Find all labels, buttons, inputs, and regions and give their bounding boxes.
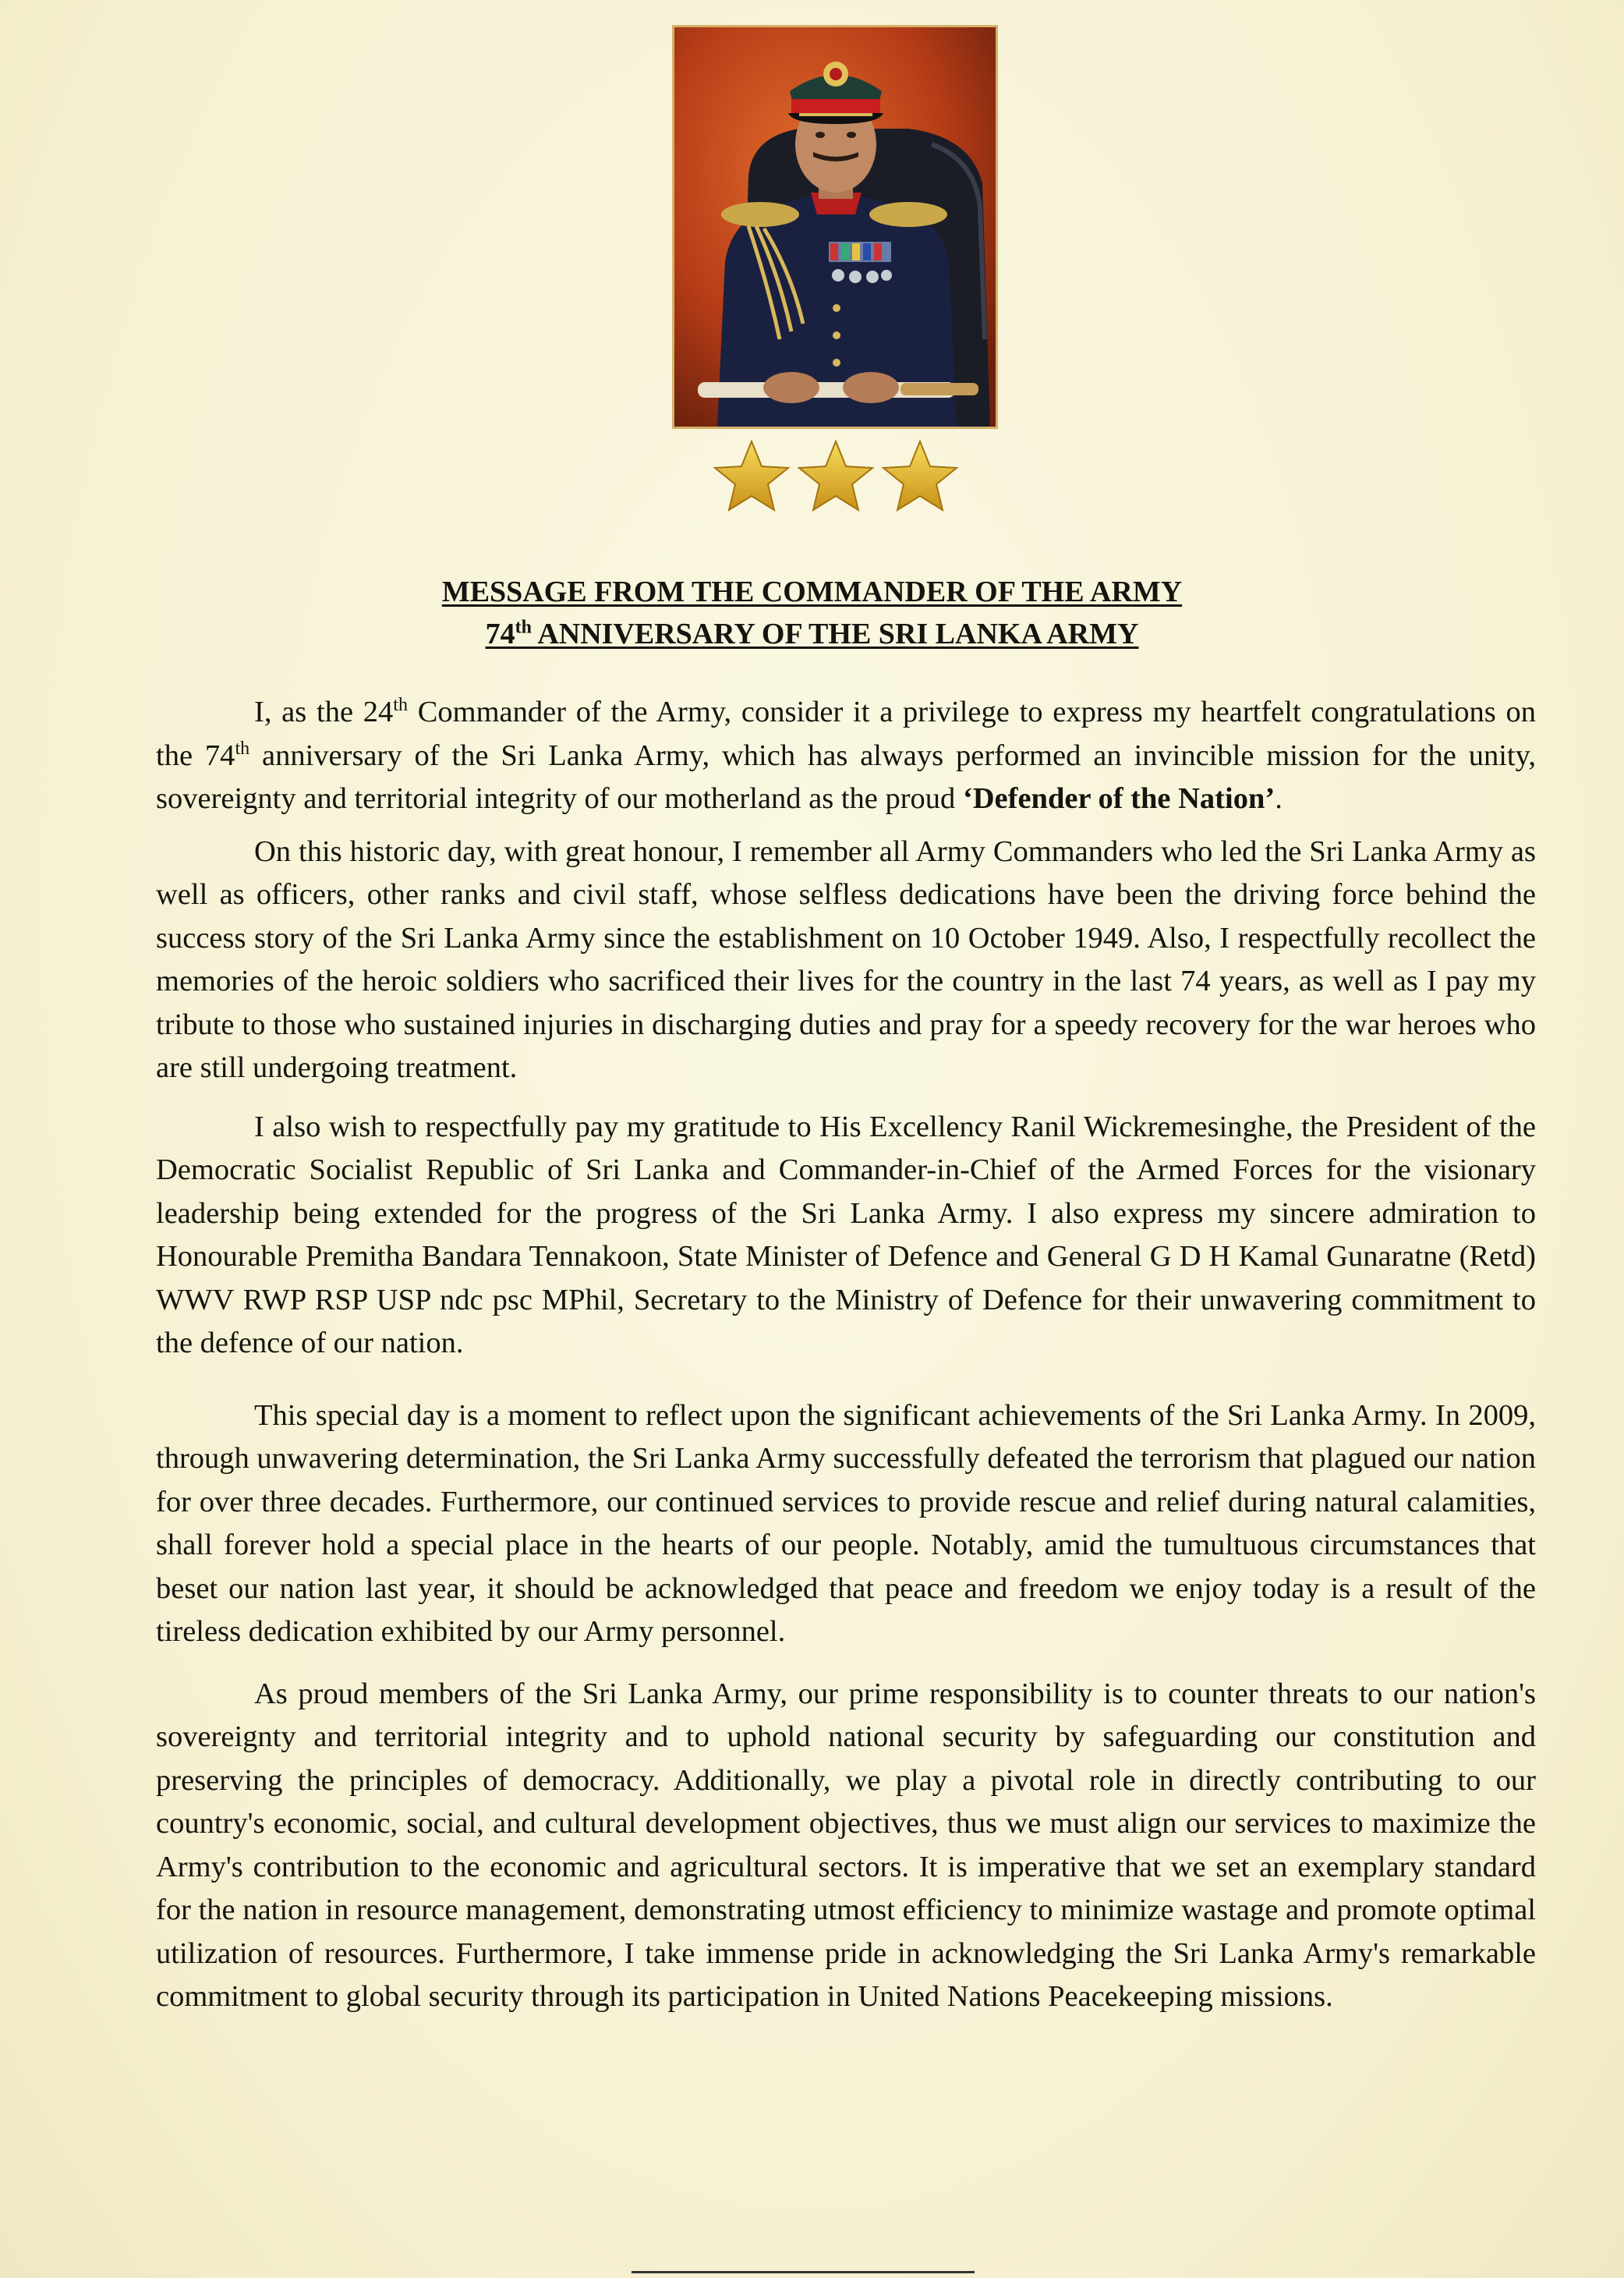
subtitle-text: ANNIVERSARY OF THE SRI LANKA ARMY — [531, 618, 1139, 650]
paragraph-1-sup-b: th — [235, 738, 250, 759]
commander-portrait — [672, 25, 998, 429]
paragraph-1 — [156, 691, 1536, 821]
paragraph-1-end: . — [1275, 782, 1283, 815]
page-bottom-rule — [632, 2271, 975, 2273]
paragraph-5: As proud members of the Sri Lanka Army, our prime responsibility is to counter threats to our nation's sovereignty and territorial integrity and to uphold national security by safeguarding our constitution and preserving the principles of democracy. Additionally, we play a pivotal role in directly contributing to our country's economic, social, and cultural development objectives, thus we must align our services to maximize the Army's contribution to the economic and agricultural sectors. It is imperative that we set an exemplary standard for the nation in resource management, demonstrating utmost efficiency to minimize wastage and promote optimal utilization of resources. Furthermore, I take immense pride in acknowledging the Sri Lanka Army's remarkable commitment to global security through its participation in United Nations Peacekeeping missions. — [156, 1677, 1536, 2013]
rank-stars — [708, 435, 964, 521]
subtitle-ordinal: 74 — [485, 618, 515, 650]
paragraph-4: This special day is a moment to reflect upon the significant achievements of the Sri Lanka Army. In 2009, through unwavering determination, the Sri Lanka Army successfully defeated the terrorism that plagued our nation for over three decades. Furthermore, our continued services to provide rescue and relief during natural calamities, shall forever hold a special place in the hearts of our people. Notably, amid the tumultuous circumstances that beset our nation last year, it should be acknowledged that peace and freedom we enjoy today is a result of the tireless dedication exhibited by our Army personnel. — [156, 1398, 1536, 1648]
subtitle-ordinal-suffix: th — [515, 617, 532, 638]
paragraph-1-part-c: anniversary of the Sri Lanka Army, which has always performed an invincible mission for the unity, sovereignty and territorial integrity of our motherland as the proud — [156, 739, 1536, 815]
paragraph-3: I also wish to respectfully pay my gratitude to His Excellency Ranil Wickremesinghe, the President of the Democratic Socialist Republic of Sri Lanka and Commander-in-Chief of the Armed Forces for the visionary leadership being extended for the progress of the Sri Lanka Army. I also express my sincere admiration to Honourable Premitha Bandara Tennakoon, State Minister of Defence and General G D H Kamal Gunaratne (Retd) WWV RWP RSP USP ndc psc MPhil, Secretary to the Ministry of Defence for their unwavering commitment to the defence of our nation. — [156, 1110, 1536, 1359]
star-icon — [799, 441, 872, 510]
defender-of-nation-text: ‘Defender of the Nation’ — [962, 782, 1275, 815]
title-line-1: MESSAGE FROM THE COMMANDER OF THE ARMY — [441, 576, 1183, 608]
paragraph-1-sup-a: th — [393, 695, 408, 716]
star-icon — [715, 441, 788, 510]
paragraph-2: On this historic day, with great honour, I remember all Army Commanders who led the Sri Lanka Army as well as officers, other ranks and civil staff, whose selfless dedications have been the driving force behind the success story of the Sri Lanka Army since the establishment on 10 October 1949. Also, I respectfully recollect the memories of the heroic soldiers who sacrificed their lives for the country in the last 74 years, as well as I pay my tribute to those who sustained injuries in discharging duties and pray for a speedy recovery for the war heroes who are still undergoing treatment. — [156, 834, 1536, 1084]
paragraph-1-part-b: Commander of the Army, consider it a privilege to express my heartfelt congratulations on the 74 — [156, 696, 1536, 772]
star-icon — [883, 441, 957, 510]
message-body — [156, 691, 1536, 2048]
page-subtitle — [0, 616, 1624, 652]
portrait-illustration — [674, 27, 996, 427]
paragraph-1-part-a: I, as the 24 — [254, 696, 394, 728]
page-title — [0, 574, 1624, 610]
